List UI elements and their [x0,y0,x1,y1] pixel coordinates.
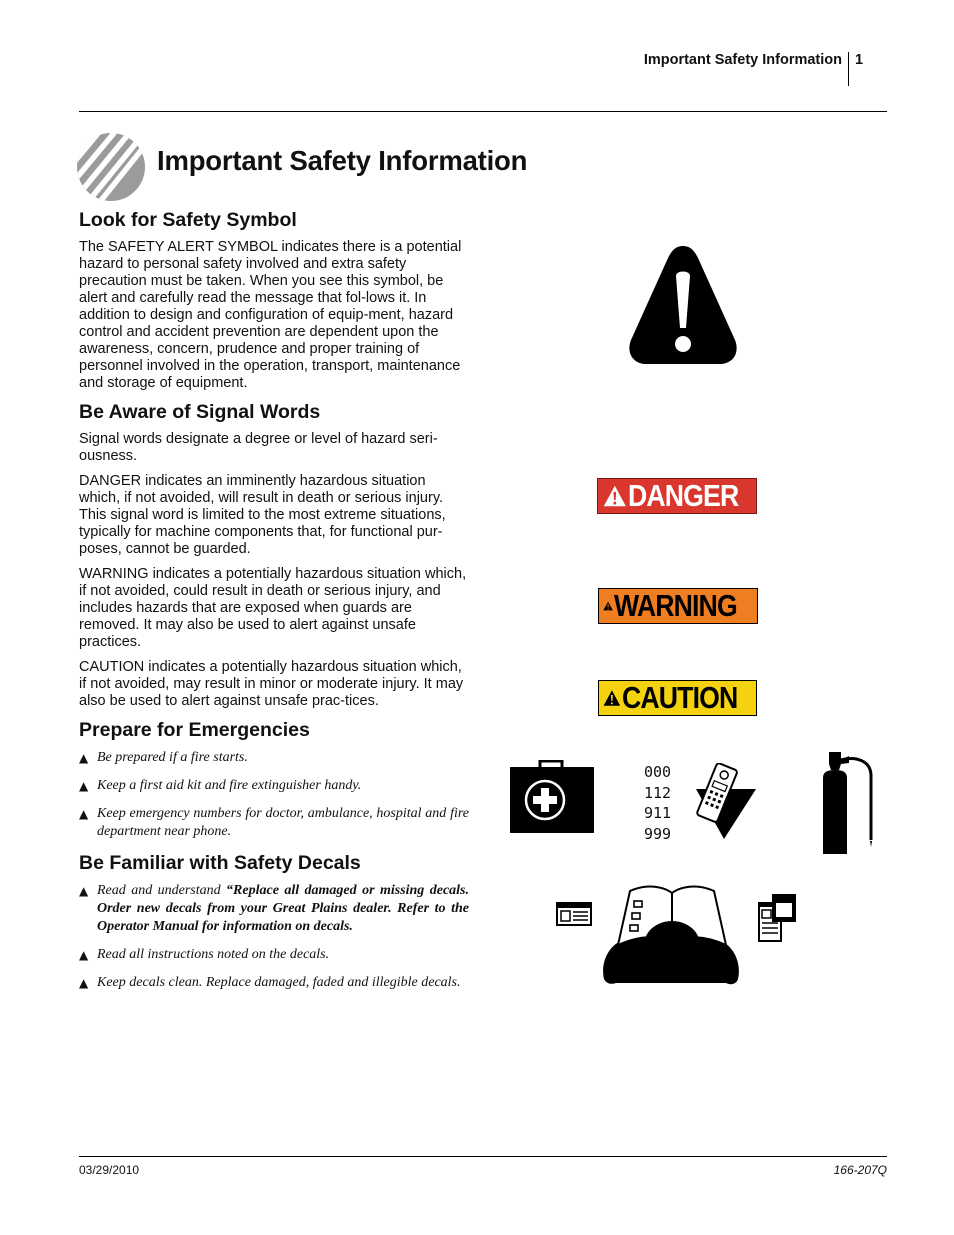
bullet-triangle-icon: ▲ [79,976,89,990]
decals-list [79,882,469,992]
list-item: ▲ Read all instructions noted on the decals. [79,947,330,962]
page-title: Important Safety Information [157,145,528,176]
page-number: 1 [855,52,864,68]
danger-word: DANGER [627,478,739,513]
heading-decals: Be Familiar with Safety Decals [79,852,361,874]
footer-doc-code: 166-207Q [833,1163,887,1177]
fire-extinguisher-icon [815,748,879,856]
bullet-triangle-icon: ▲ [79,751,89,765]
list-item: ▲ Keep emergency numbers for doctor, ambulance, hospital and fire department near phone. [79,806,469,839]
warning-description: WARNING indicates a potentially hazardous situation which, if not avoided, could result in death or serious injury, and includes hazards that are exposed when guards are removed. It may also be used to alert against unsafe practices. [79,566,467,650]
footer-rule [79,1156,887,1157]
heading-safety-symbol: Look for Safety Symbol [79,209,297,231]
warning-word: WARNING [614,588,738,623]
danger-alert-icon [603,482,627,510]
header-divider [848,52,849,86]
emergency-number: 000 [644,763,672,781]
first-aid-kit-icon [509,760,595,834]
caution-alert-icon [603,684,621,712]
list-item: ▲ Keep a first aid kit and fire extinguisher handy. [79,778,362,793]
warning-alert-icon [603,592,613,620]
bullet-triangle-icon: ▲ [79,807,89,821]
list-item: ▲ Read and understand “Replace all damaged or missing decals. Order new decals from your Great Plains dealer. Refer to the Operator Manual for information on decals. [79,883,469,934]
emergency-number: 999 [644,824,672,843]
decal-icon [758,893,798,943]
emergency-numbers [644,762,671,844]
bullet-triangle-icon: ▲ [79,779,89,793]
caution-signal-label [599,681,756,715]
list-item: ▲ Be prepared if a fire starts. [79,750,248,765]
danger-signal-label [598,479,756,513]
great-plains-logo-icon [77,133,145,201]
danger-description: DANGER indicates an imminently hazardous situation which, if not avoided, will result in death or serious injury. This signal word is limited to the most extreme situations, typically for machine components that, for functional pur-poses, cannot be guarded. [79,473,446,557]
running-header-title: Important Safety Information [643,52,842,68]
header-rule [79,111,887,112]
warning-signal-label [599,589,757,623]
footer-date: 03/29/2010 [79,1163,140,1177]
heading-signal-words: Be Aware of Signal Words [79,401,321,423]
caution-word: CAUTION [621,680,738,715]
reading-manual-icon [600,883,742,987]
caution-description: CAUTION indicates a potentially hazardous situation which, if not avoided, may result in minor or moderate injury. It may also be used to alert against unsafe prac-tices. [79,659,464,709]
decal-icon [556,902,592,926]
signal-words-intro: Signal words designate a degree or level of hazard seri-ousness. [79,431,438,464]
text-column [79,208,469,1002]
emergency-number: 911 [644,804,672,822]
bullet-triangle-icon: ▲ [79,884,89,898]
bullet-triangle-icon: ▲ [79,948,89,962]
emergency-phone-icon [690,763,760,841]
safety-symbol-body: The SAFETY ALERT SYMBOL indicates there is a potential hazard to personal safety involved and extra safety precaution must be taken. When you see this symbol, be alert and carefully read the message that fol-lows it. In addition to design and configuration of equip-ment, hazard control and accident prevention are dependent upon the awareness, concern, prudence and proper training of personnel involved in the operation, transport, maintenance and storage of equipment. [79,239,462,391]
safety-alert-icon [626,242,740,368]
list-item: ▲ Keep decals clean. Replace damaged, faded and illegible decals. [79,975,461,990]
emergency-number: 112 [644,783,672,802]
heading-emergencies: Prepare for Emergencies [79,719,310,741]
emergency-list [79,749,469,841]
